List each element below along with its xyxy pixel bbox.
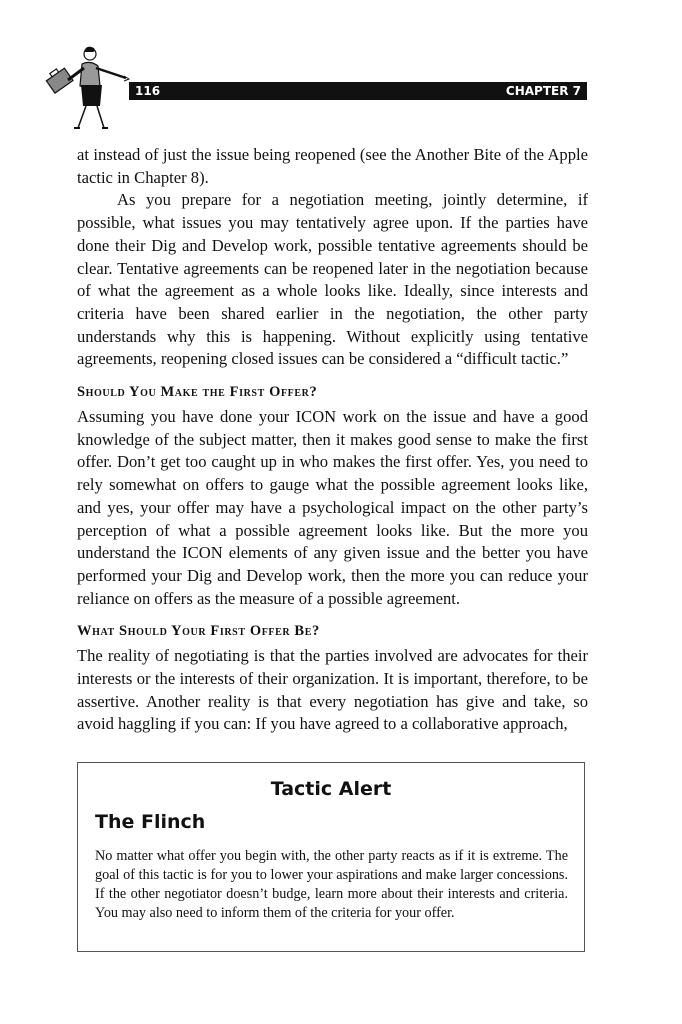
paragraph-first-offer: Assuming you have done your ICON work on the issue and have a good knowledge of the subject matter, then it makes good sense to make the first offer. Don’t get too caught up in who makes the first offer. Yes, you need to rely somewhat on offers to gauge what the possible agreement looks like, and yes, your offer may have a psychological impact on the other party’s perception of what a possible agreement looks like. But the more you understand the ICON elements of any given issue and the better you have performed your Dig and Develop work, then the more you can reduce your reliance on offers as the measure of a possible agreement. xyxy=(77,407,588,608)
section-heading-offer-value: What Should Your First Offer Be? xyxy=(77,623,320,640)
paragraph-tentative-agreements: As you prepare for a negotiation meeting, jointly determine, if possible, what issues you may tentatively agree upon. If the parties have done their Dig and Develop work, possible tentative agreements should be clear. Tentative agreements can be reopened later in the negotiation because of what the agreement as a whole looks like. Ideally, since interests and criteria have been shared earlier in the negotiation, the other party understands why this is happening. Without explicitly using tentative agreements, reopening closed issues can be considered a “difficult tactic.” xyxy=(77,190,588,369)
tactic-title: The Flinch xyxy=(95,811,206,833)
body-text xyxy=(77,144,588,736)
tactic-alert-box xyxy=(77,762,585,952)
chapter-label: CHAPTER 7 xyxy=(505,84,581,98)
paragraph-continuation: at instead of just the issue being reopened (see the Another Bite of the Apple tactic in Chapter 8). xyxy=(77,145,588,187)
businesswoman-icon xyxy=(44,44,134,134)
tactic-description: No matter what offer you begin with, the other party reacts as if it is extreme. The goal of this tactic is for you to lower your aspirations and make larger concessions. If the other negotiator doesn’t budge, learn more about their interests and criteria. You may also need to inform them of the criteria for your offer. xyxy=(95,848,568,921)
section-heading-first-offer: Should You Make the First Offer? xyxy=(77,384,318,401)
tactic-alert-label: Tactic Alert xyxy=(270,778,392,800)
page-number: 116 xyxy=(135,84,161,98)
paragraph-reality: The reality of negotiating is that the parties involved are advocates for their interests or the interests of their organization. It is important, therefore, to be assertive. Another reality is that every negotiation has give and take, so avoid haggling if you can: If you have agreed to a collaborative approach, xyxy=(77,646,588,734)
running-header xyxy=(129,82,587,100)
